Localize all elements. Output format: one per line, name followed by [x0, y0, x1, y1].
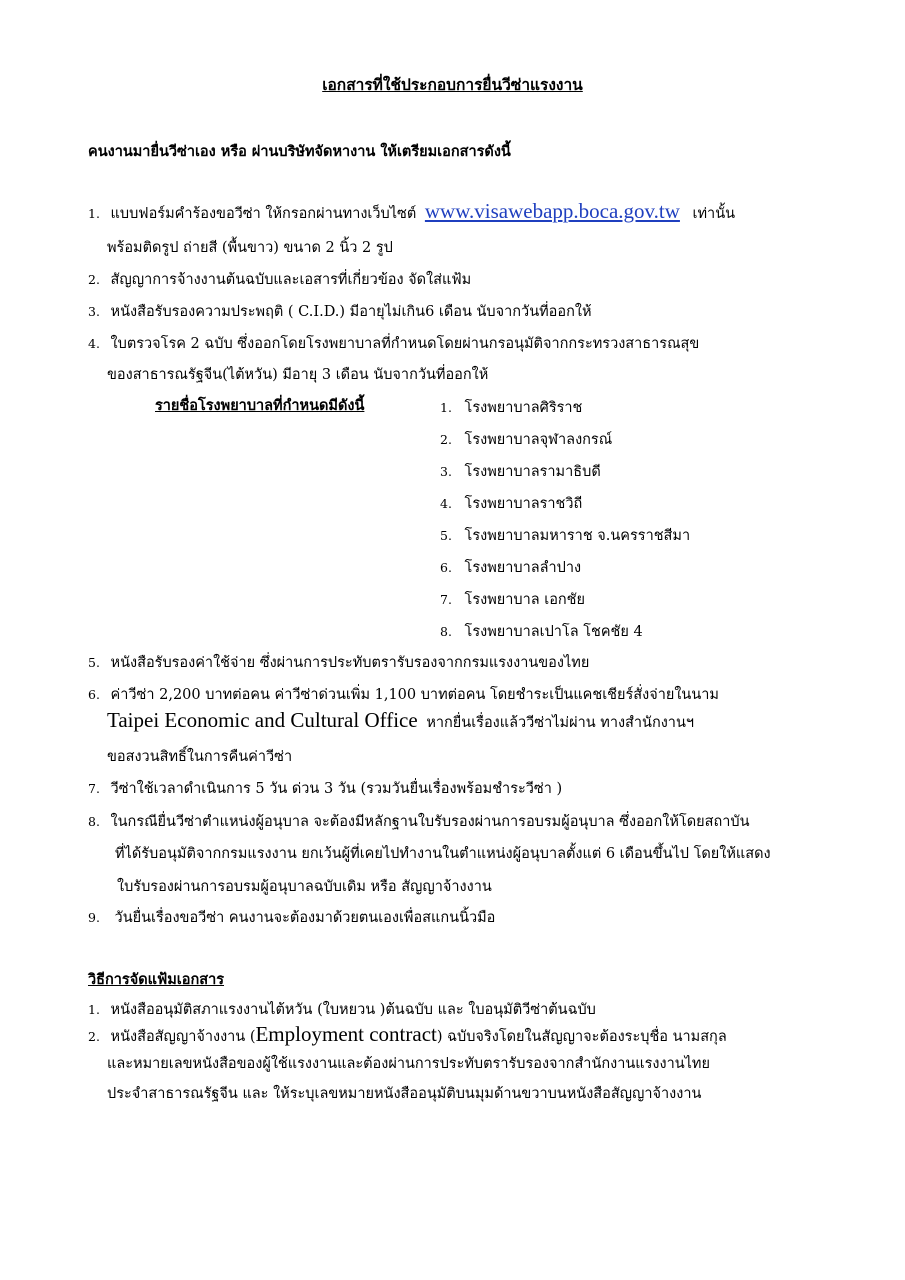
- item-6-line-2: [107, 708, 694, 734]
- hospital-name: โรงพยาบาลจุฬาลงกรณ์: [464, 432, 613, 448]
- item-text: หนังสือสัญญาจ้างงาน (: [110, 1029, 256, 1045]
- item-4-line-2: ของสาธารณรัฐจีน(ไต้หวัน) มีอายุ 3 เดือน นับจากวันที่ออกให้: [107, 367, 489, 383]
- item-number: 2.: [88, 272, 100, 287]
- hospital-number: 6.: [440, 560, 452, 575]
- item-number: 4.: [88, 336, 100, 351]
- item-text: สัญญาการจ้างงานต้นฉบับและเอสารที่เกี่ยวข้อง จัดใส่แฟ้ม: [110, 272, 472, 288]
- hospital-name: โรงพยาบาลรามาธิบดี: [464, 464, 601, 480]
- hospital-number: 5.: [440, 528, 452, 543]
- hospital-item: [440, 620, 643, 643]
- list-item-8: [88, 810, 750, 833]
- hospital-item: [440, 396, 582, 419]
- hospital-number: 8.: [440, 624, 452, 639]
- list-item-4: [88, 332, 699, 355]
- item-8-line-3: ใบรับรองผ่านการอบรมผู้อนุบาลฉบับเดิม หรือ สัญญาจ้างงาน: [117, 879, 492, 895]
- hospital-number: 3.: [440, 464, 452, 479]
- hospital-name: โรงพยาบาลราชวิถี: [464, 496, 583, 512]
- item-number: 7.: [88, 781, 100, 796]
- section2-item-2: [88, 1022, 727, 1048]
- hospital-item: [440, 460, 601, 483]
- hospital-name: โรงพยาบาลศิริราช: [464, 400, 583, 416]
- hospital-list-heading: รายชื่อโรงพยาบาลที่กำหนดมีดังนี้: [155, 397, 365, 414]
- item-number: 2.: [88, 1029, 100, 1044]
- section2-item-2-line-2: และหมายเลขหนังสือของผู้ใช้แรงงานและต้องผ่านการประทับตรารับรองจากสำนักงานแรงงานไทย: [107, 1056, 710, 1072]
- item-text: ค่าวีซ่า 2,200 บาทต่อคน ค่าวีซ่าด่วนเพิ่ม 1,100 บาทต่อคน โดยชำระเป็นแคชเชียร์สั่งจ่ายในนาม: [110, 687, 719, 703]
- hospital-number: 1.: [440, 400, 452, 415]
- item-text: ) ฉบับจริงโดยในสัญญาจะต้องระบุชื่อ นามสกุล: [436, 1029, 727, 1045]
- hospital-item: [440, 556, 581, 579]
- item-number: 6.: [88, 687, 100, 702]
- item-number: 3.: [88, 304, 100, 319]
- list-item-3: [88, 300, 592, 323]
- item-text: วันยื่นเรื่องขอวีซ่า คนงานจะต้องมาด้วยตนเองเพื่อสแกนนิ้วมือ: [114, 910, 496, 926]
- hospital-name: โรงพยาบาล เอกชัย: [464, 592, 586, 608]
- item-number: 1.: [88, 1002, 100, 1017]
- section2-item-2-line-3: ประจำสาธารณรัฐจีน และ ให้ระบุเลขหมายหนังสืออนุมัติบนมุมด้านขวาบนหนังสือสัญญาจ้างงาน: [107, 1086, 702, 1102]
- list-item-7: [88, 777, 562, 800]
- hospital-item: [440, 492, 582, 515]
- intro-text: คนงานมายื่นวีซ่าเอง หรือ ผ่านบริษัทจัดหางาน ให้เตรียมเอกสารดังนี้: [88, 143, 511, 160]
- section-heading: วิธีการจัดแฟ้มเอกสาร: [88, 971, 225, 988]
- hospital-name: โรงพยาบาลลำปาง: [464, 560, 582, 576]
- item-number: 1.: [88, 206, 100, 221]
- hospital-name: โรงพยาบาลมหาราช จ.นครราชสีมา: [464, 528, 691, 544]
- hospital-item: [440, 428, 612, 451]
- item-text: หนังสือรับรองความประพฤติ ( C.I.D.) มีอายุไม่เกิน6 เดือน นับจากวันที่ออกให้: [110, 304, 592, 320]
- list-item-2: [88, 268, 471, 291]
- item-1-line-2: พร้อมติดรูป ถ่ายสี (พื้นขาว) ขนาด 2 นิ้ว 2 รูป: [107, 240, 393, 256]
- item-number: 8.: [88, 814, 100, 829]
- employment-contract-term: Employment contract: [255, 1022, 437, 1046]
- hospital-name: โรงพยาบาลเปาโล โชคชัย 4: [464, 624, 643, 640]
- section2-item-1: [88, 998, 596, 1021]
- list-item-9: [88, 906, 495, 929]
- visa-website-link[interactable]: www.visawebapp.boca.gov.tw: [424, 199, 680, 223]
- hospital-item: [440, 588, 585, 611]
- hospital-number: 2.: [440, 432, 452, 447]
- list-item-6: [88, 683, 719, 706]
- item-6-line-3: ขอสงวนสิทธิ์ในการคืนค่าวีซ่า: [107, 749, 293, 765]
- item-text: หนังสืออนุมัติสภาแรงงานไต้หวัน (ใบหยวน )ต้นฉบับ และ ใบอนุมัติวีซ่าต้นฉบับ: [110, 1002, 596, 1018]
- item-8-line-2: ที่ได้รับอนุมัติจากกรมแรงงาน ยกเว้นผู้ที่เคยไปทำงานในตำแหน่งผู้อนุบาลตั้งแต่ 6 เดือนขึ้นไป โดยให้แสดง: [115, 846, 771, 862]
- hospital-item: [440, 524, 690, 547]
- list-item-1: [88, 199, 735, 225]
- item-text: หากยื่นเรื่องแล้ววีซ่าไม่ผ่าน ทางสำนักงานฯ: [426, 715, 694, 731]
- page-title: เอกสารที่ใช้ประกอบการยื่นวีซ่าแรงงาน: [322, 75, 583, 94]
- item-number: 9.: [88, 910, 100, 925]
- item-text: ใบตรวจโรค 2 ฉบับ ซึ่งออกโดยโรงพยาบาลที่กำหนดโดยผ่านกรอนุมัติจากกระทรวงสาธารณสุข: [110, 336, 700, 352]
- hospital-number: 7.: [440, 592, 452, 607]
- list-item-5: [88, 651, 589, 674]
- item-text: วีซ่าใช้เวลาดำเนินการ 5 วัน ด่วน 3 วัน (รวมวันยื่นเรื่องพร้อมชำระวีซ่า ): [110, 781, 563, 797]
- item-text: เท่านั้น: [692, 206, 736, 222]
- item-number: 5.: [88, 655, 100, 670]
- item-text: แบบฟอร์มคำร้องขอวีซ่า ให้กรอกผ่านทางเว็บไซต์: [110, 206, 417, 222]
- item-text: หนังสือรับรองค่าใช้จ่าย ซึ่งผ่านการประทับตรารับรองจากกรมแรงงานของไทย: [110, 655, 590, 671]
- hospital-number: 4.: [440, 496, 452, 511]
- office-name: Taipei Economic and Cultural Office: [107, 708, 418, 732]
- item-text: ในกรณียื่นวีซ่าตำแหน่งผู้อนุบาล จะต้องมีหลักฐานใบรับรองผ่านการอบรมผู้อนุบาล ซึ่งออกให้โดยสถาบัน: [110, 814, 750, 830]
